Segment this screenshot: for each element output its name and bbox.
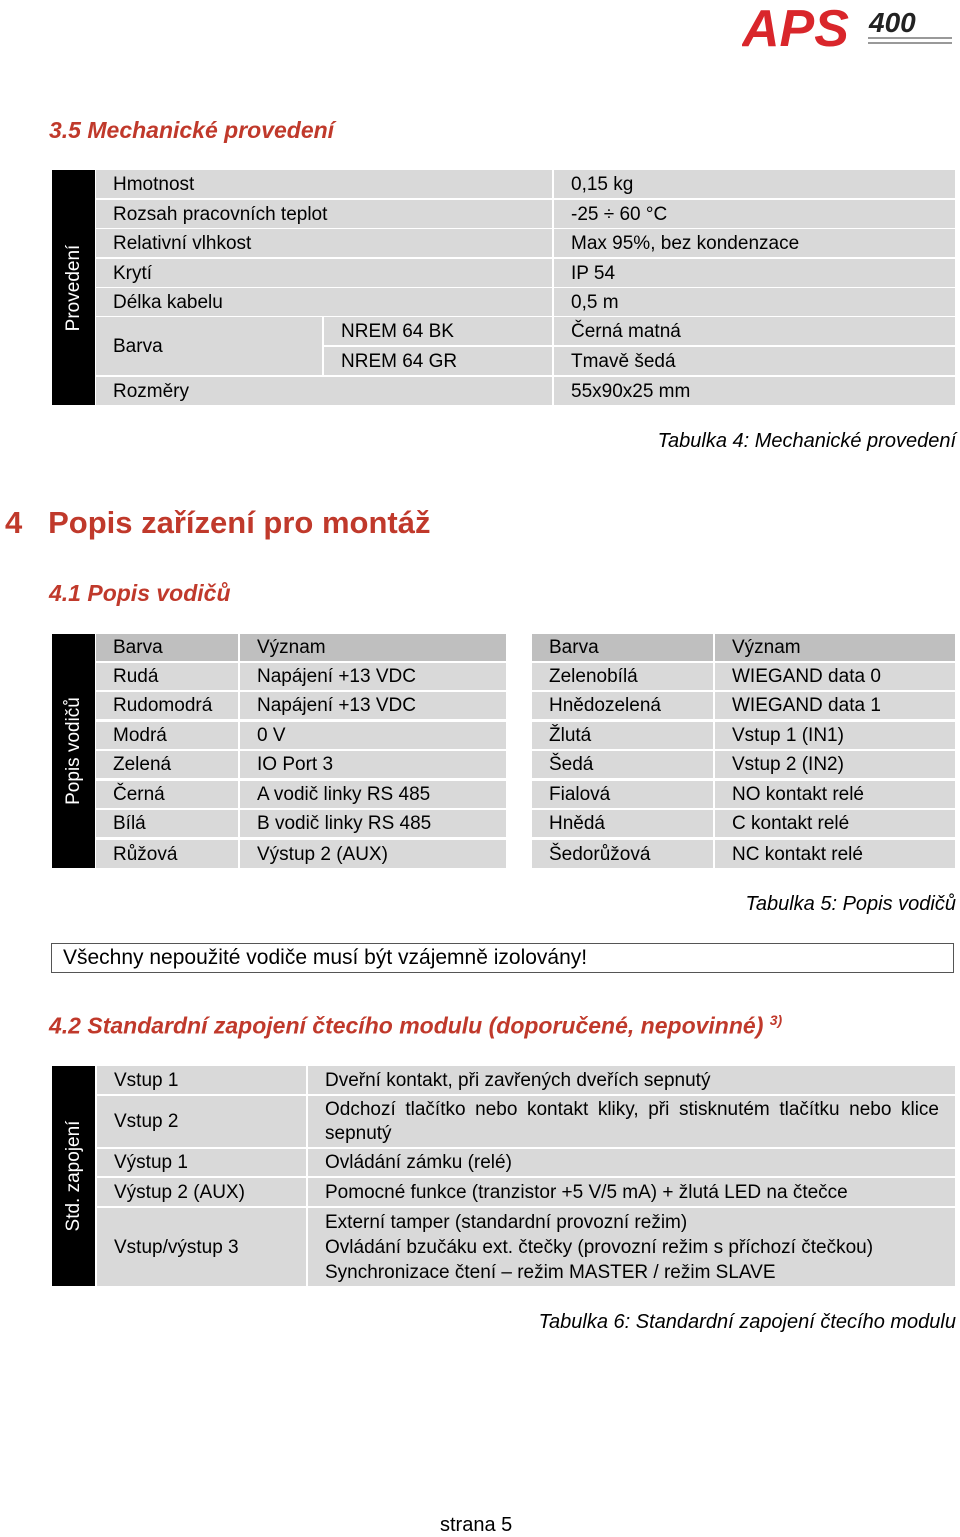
wire-meaning: B vodič linky RS 485 xyxy=(240,810,506,837)
wire-meaning: NC kontakt relé xyxy=(715,840,955,868)
io-label: Vstup 1 xyxy=(97,1066,306,1094)
io-description xyxy=(308,1208,955,1286)
io-description: Odchozí tlačítko nebo kontakt kliky, při stisknutém tlačítku nebo klice sepnutý xyxy=(308,1096,955,1147)
io-description: Ovládání zámku (relé) xyxy=(308,1149,955,1176)
mech-value: IP 54 xyxy=(554,259,955,287)
io-label: Vstup/výstup 3 xyxy=(97,1208,306,1286)
table-side-label: Std. zapojení xyxy=(52,1066,95,1286)
io-description-line: Ovládání bzučáku ext. čtečky (provozní režim s příchozí čtečkou) xyxy=(325,1236,874,1258)
mech-label: Relativní vlhkost xyxy=(96,229,552,257)
table-caption: Tabulka 6: Standardní zapojení čtecího modulu xyxy=(538,1311,956,1333)
wires-header-color: Barva xyxy=(96,634,238,661)
mech-label: Barva xyxy=(96,317,322,375)
mech-label: Hmotnost xyxy=(96,170,552,198)
wire-meaning: NO kontakt relé xyxy=(715,781,955,808)
mech-value: 55x90x25 mm xyxy=(554,377,955,405)
wire-color: Modrá xyxy=(96,722,238,749)
io-label: Vstup 2 xyxy=(97,1096,306,1147)
mech-value: 0,5 m xyxy=(554,288,955,316)
mech-value: Černá matná xyxy=(554,317,955,345)
footnote-ref: 3) xyxy=(769,1012,783,1028)
chapter-heading-4: 4 Popis zařízení pro montáž xyxy=(5,505,431,540)
wire-meaning: Vstup 1 (IN1) xyxy=(715,722,955,749)
wire-meaning: A vodič linky RS 485 xyxy=(240,781,506,808)
wire-meaning: Napájení +13 VDC xyxy=(240,663,506,690)
wire-color: Bílá xyxy=(96,810,238,837)
mech-value: 0,15 kg xyxy=(554,170,955,198)
wire-meaning: IO Port 3 xyxy=(240,751,506,778)
io-description-line: Synchronizace čtení – režim MASTER / režim SLAVE xyxy=(325,1261,776,1283)
wire-color: Fialová xyxy=(532,781,713,808)
wire-meaning: Vstup 2 (IN2) xyxy=(715,751,955,778)
mech-label: Rozměry xyxy=(96,377,552,405)
wire-meaning: Výstup 2 (AUX) xyxy=(240,840,506,868)
svg-text:APS: APS xyxy=(742,2,849,50)
wire-meaning: Napájení +13 VDC xyxy=(240,692,506,719)
table-side-label: Popis vodičů xyxy=(52,634,95,868)
mech-label: Krytí xyxy=(96,259,552,287)
table-caption: Tabulka 5: Popis vodičů xyxy=(745,893,956,915)
wire-color: Žlutá xyxy=(532,722,713,749)
wire-color: Rudomodrá xyxy=(96,692,238,719)
wires-header-meaning: Význam xyxy=(715,634,955,661)
section-heading-4-1: 4.1 Popis vodičů xyxy=(49,580,231,606)
mech-label: Délka kabelu xyxy=(96,288,552,316)
mech-value: -25 ÷ 60 °C xyxy=(554,200,955,228)
page-number: strana 5 xyxy=(440,1514,513,1536)
wires-header-meaning: Význam xyxy=(240,634,506,661)
mech-model: NREM 64 GR xyxy=(324,347,552,375)
wire-meaning: 0 V xyxy=(240,722,506,749)
svg-text:400: 400 xyxy=(869,7,916,38)
section-heading-3-5: 3.5 Mechanické provedení xyxy=(49,117,335,143)
mech-label: Rozsah pracovních teplot xyxy=(96,200,552,228)
wire-color: Hnědozelená xyxy=(532,692,713,719)
wire-color: Černá xyxy=(96,781,238,808)
io-description-line: Externí tamper (standardní provozní režim) xyxy=(325,1211,688,1233)
wire-color: Hnědá xyxy=(532,810,713,837)
mech-model: NREM 64 BK xyxy=(324,317,552,345)
wire-color: Zelenobílá xyxy=(532,663,713,690)
wire-color: Rudá xyxy=(96,663,238,690)
io-description: Pomocné funkce (tranzistor +5 V/5 mA) + žlutá LED na čtečce xyxy=(308,1178,955,1206)
section-heading-4-2 xyxy=(49,1012,782,1040)
io-label: Výstup 1 xyxy=(97,1149,306,1176)
wire-color: Zelená xyxy=(96,751,238,778)
mech-value: Max 95%, bez kondenzace xyxy=(554,229,955,257)
aps400-logo xyxy=(742,2,954,50)
section-heading-text: 4.2 Standardní zapojení čtecího modulu (doporučené, nepovinné) xyxy=(49,1012,764,1039)
wire-meaning: WIEGAND data 1 xyxy=(715,692,955,719)
wire-meaning: WIEGAND data 0 xyxy=(715,663,955,690)
insulation-notice: Všechny nepoužité vodiče musí být vzájemně izolovány! xyxy=(51,943,954,973)
wires-header-color: Barva xyxy=(532,634,713,661)
io-label: Výstup 2 (AUX) xyxy=(97,1178,306,1206)
wire-meaning: C kontakt relé xyxy=(715,810,955,837)
wire-color: Růžová xyxy=(96,840,238,868)
wire-color: Šedá xyxy=(532,751,713,778)
io-description: Dveřní kontakt, při zavřených dveřích sepnutý xyxy=(308,1066,955,1094)
mech-value: Tmavě šedá xyxy=(554,347,955,375)
table-caption: Tabulka 4: Mechanické provedení xyxy=(657,430,956,452)
table-side-label: Provedení xyxy=(52,170,95,405)
wire-color: Šedorůžová xyxy=(532,840,713,868)
